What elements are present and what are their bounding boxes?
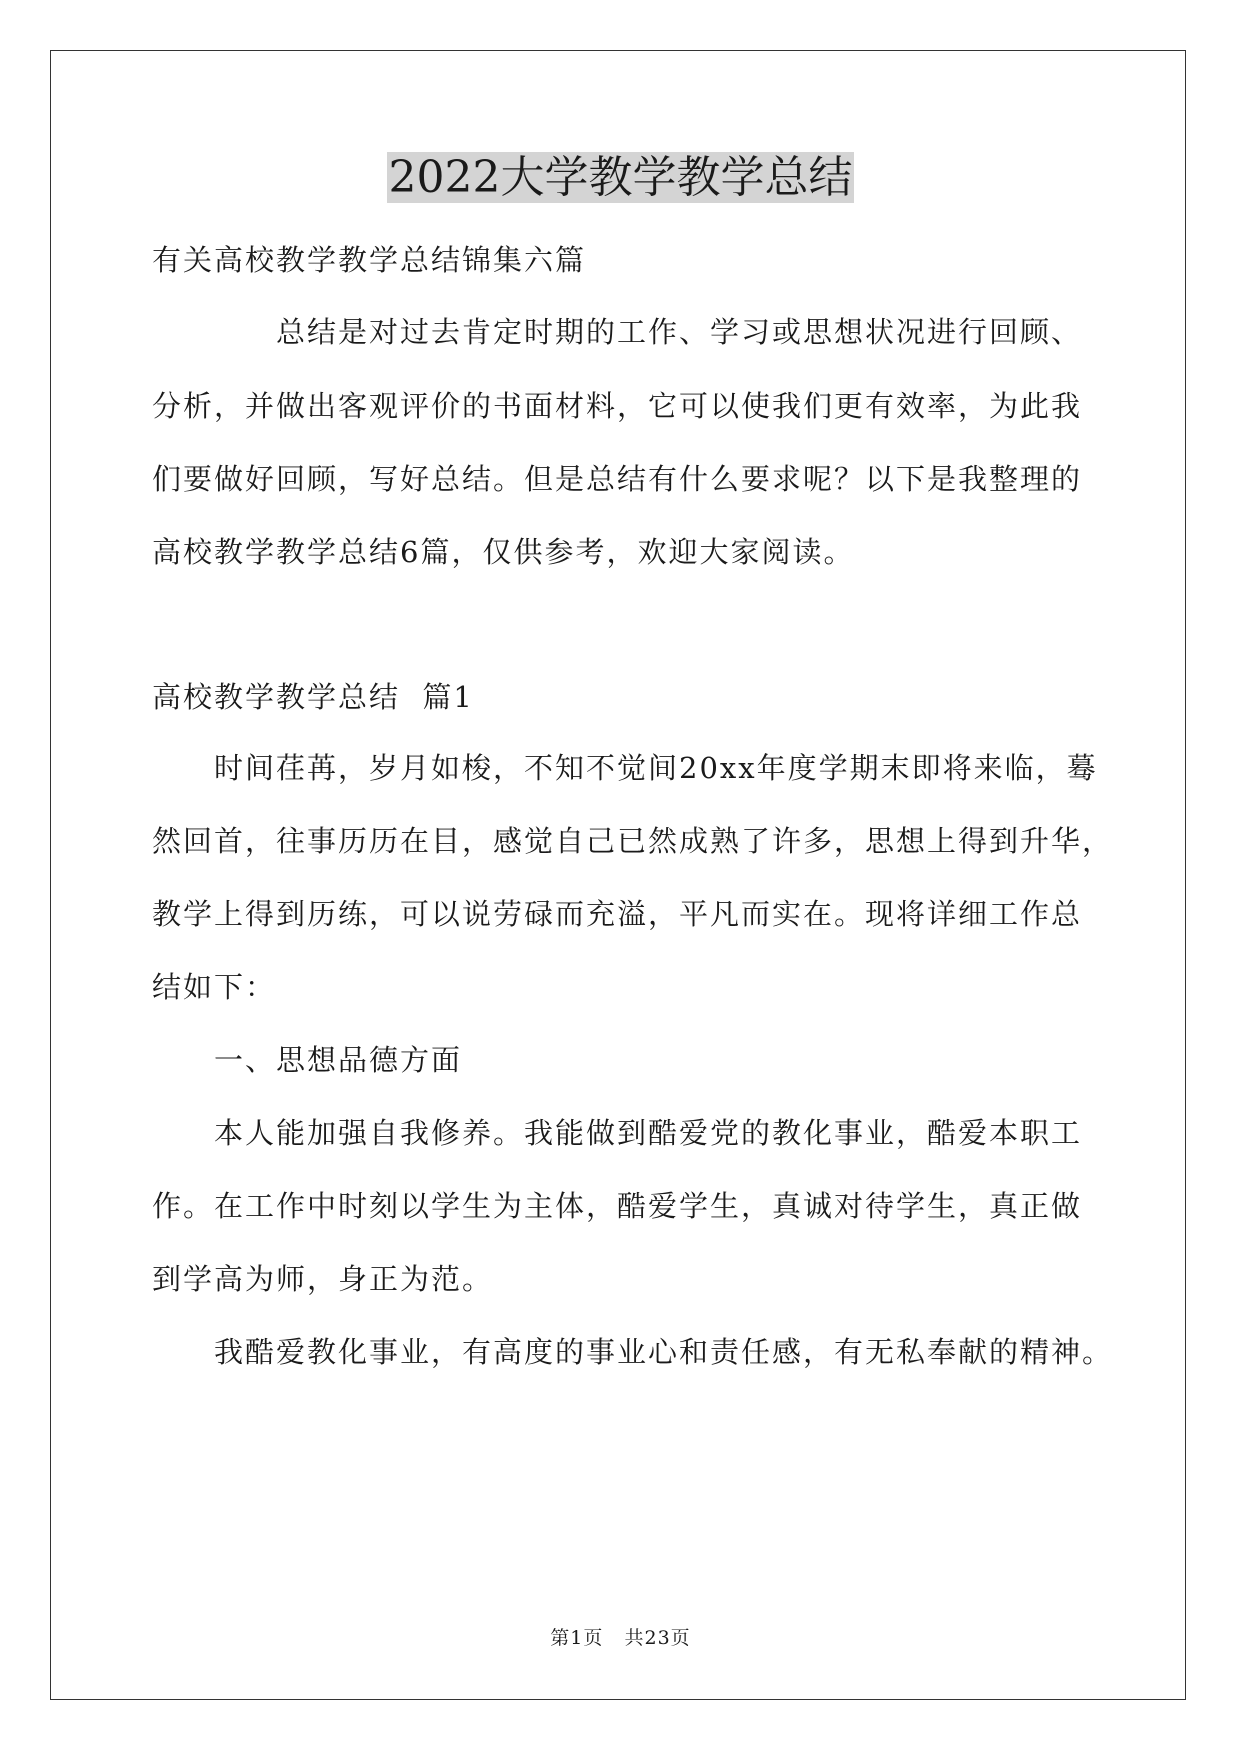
page-footer: 第1页 共23页 (550, 1627, 691, 1649)
document-title-text: 2022大学教学教学总结 (388, 152, 853, 203)
paragraph-line: 然回首，往事历历在目，感觉自己已然成熟了许多，思想上得到升华， (152, 824, 1114, 858)
subheading: 一、思想品德方面 (214, 1043, 463, 1077)
intro-line: 总结是对过去肯定时期的工作、学习或思想状况进行回顾、 (276, 315, 1083, 349)
intro-line: 分析，并做出客观评价的书面材料，它可以使我们更有效率，为此我 (152, 389, 1083, 423)
document-title (0, 148, 1241, 208)
paragraph-line: 作。在工作中时刻以学生为主体，酷爱学生，真诚对待学生，真正做 (152, 1189, 1083, 1223)
document-subtitle: 有关高校教学教学总结锦集六篇 (152, 243, 587, 277)
section-heading: 高校教学教学总结 篇1 (152, 680, 474, 714)
intro-line: 高校教学教学总结6篇，仅供参考，欢迎大家阅读。 (152, 535, 855, 569)
page-border (50, 50, 1186, 1700)
paragraph-line: 本人能加强自我修养。我能做到酷爱党的教化事业，酷爱本职工 (214, 1116, 1083, 1150)
intro-line: 们要做好回顾，写好总结。但是总结有什么要求呢？以下是我整理的 (152, 462, 1083, 496)
paragraph-line: 教学上得到历练，可以说劳碌而充溢，平凡而实在。现将详细工作总 (152, 897, 1083, 931)
paragraph-line: 我酷爱教化事业，有高度的事业心和责任感，有无私奉献的精神。 (214, 1335, 1114, 1369)
paragraph-line: 时间荏苒，岁月如梭，不知不觉间20xx年度学期末即将来临，蓦 (214, 751, 1098, 785)
paragraph-line: 结如下： (152, 970, 277, 1004)
paragraph-line: 到学高为师，身正为范。 (152, 1262, 494, 1296)
